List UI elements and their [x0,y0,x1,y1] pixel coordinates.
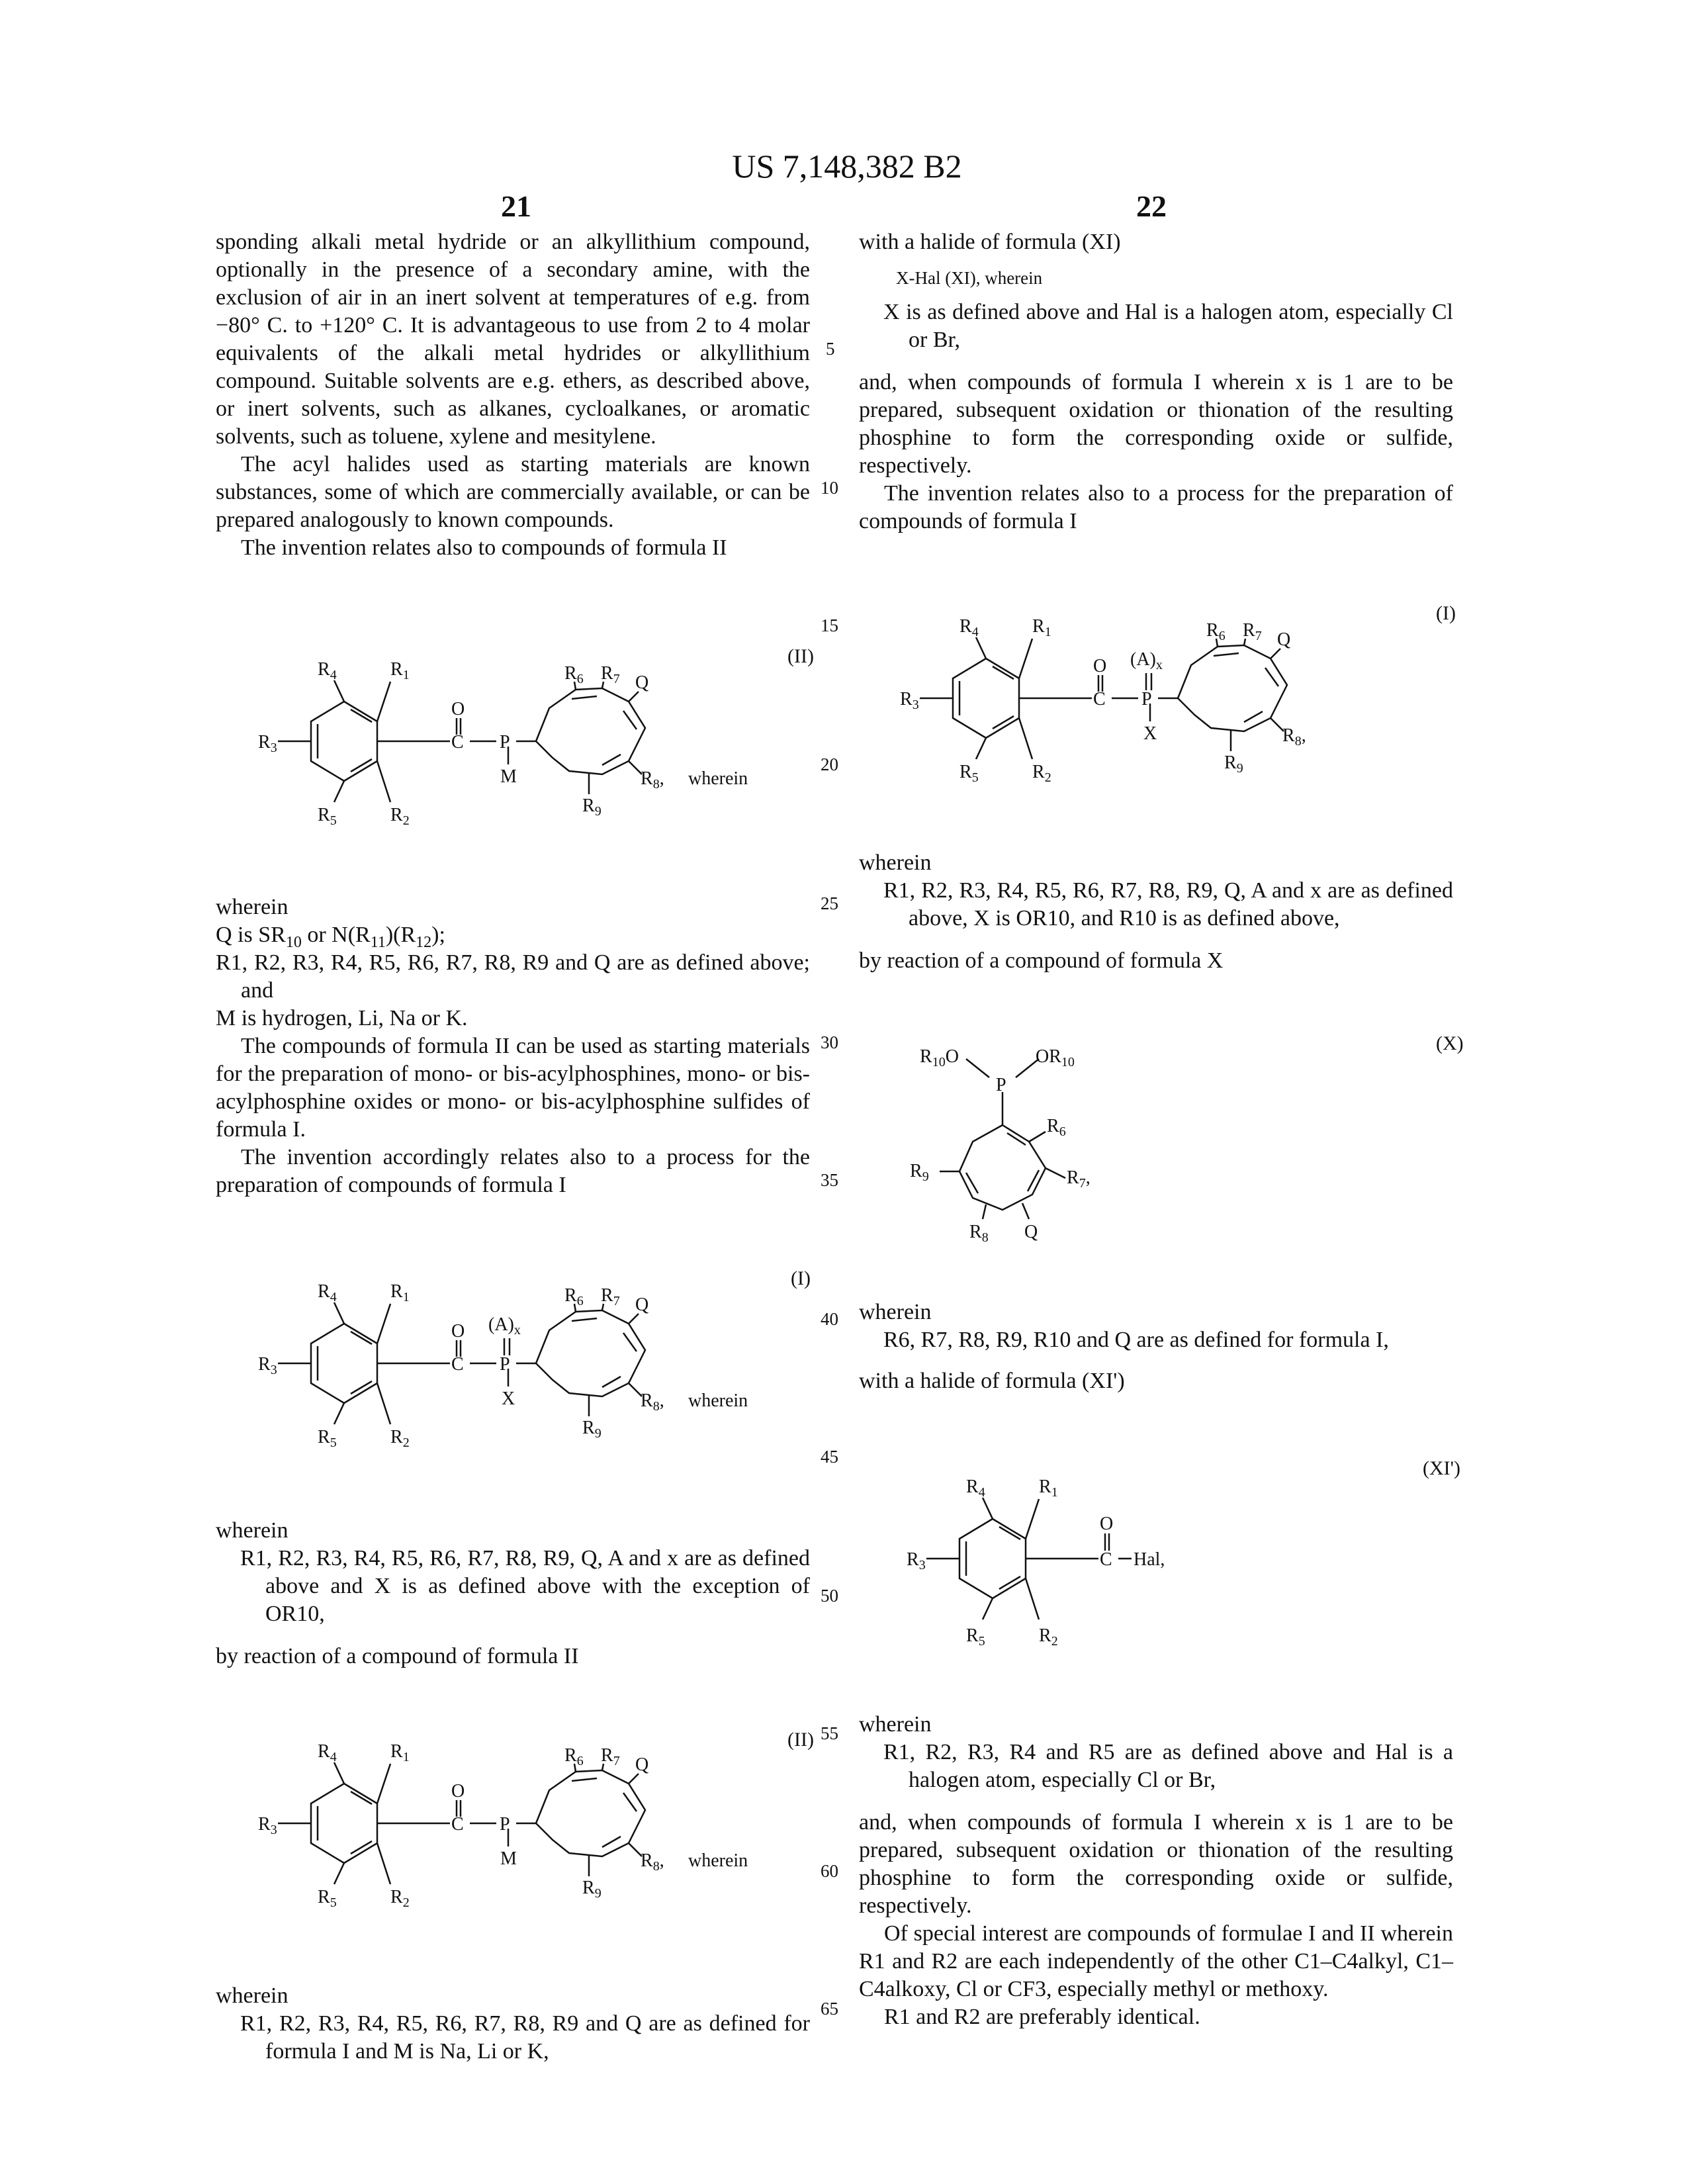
r-definition: R1, R2, R3, R4, R5, R6, R7, R8, R9 and Q are as defined above; and [216,949,810,1005]
line-number: 35 [821,1170,838,1191]
svg-text:R3: R3 [258,1354,277,1377]
x-definition: X is as defined above and Hal is a halogen atom, especially Cl or Br, [859,298,1453,354]
paragraph: The acyl halides used as starting materials are known substances, some of which are commercially available, or can be prepared analogously to known compounds. [216,451,810,534]
right-column-top [859,228,1453,535]
svg-text:R8,: R8, [641,1390,664,1414]
svg-text:X: X [502,1388,515,1409]
paragraph: The invention accordingly relates also to a process for the preparation of compounds of formula I [216,1144,810,1199]
svg-text:C: C [451,732,464,752]
paragraph: and, when compounds of formula I wherein x is 1 are to be prepared, subsequent oxidation or thionation of the resulting phosphine to form the corresponding oxide or sulfide, respectively. [859,1809,1453,1920]
svg-text:Q: Q [1024,1222,1038,1242]
formula-ii-structure [258,655,827,847]
svg-text:Q: Q [635,1295,648,1315]
formula-x-structure [907,1039,1158,1244]
svg-text:R4: R4 [318,1281,337,1304]
r-definition: R1, R2, R3, R4, R5, R6, R7, R8, R9, Q, A and x are as defined above and X is as defined above with the exception of OR10, [216,1545,810,1628]
hal-label: Hal, [1134,1549,1165,1570]
svg-text:C: C [1093,689,1106,709]
paragraph: sponding alkali metal hydride or an alkyllithium compound, optionally in the presence of a secondary amine, with the exclusion of air in an inert solvent at temperatures of e.g. from −80° C. to +120° C. It is advantageous to use from 2 to 4 molar equivalents of the alkali metal hydrides or alkyllithium compound. Suitable solvents are e.g. ethers, as described above, or inert solvents, such as alkanes, cycloalkanes, or aromatic solvents, such as toluene, xylene and mesitylene. [216,228,810,451]
page-number-right: 22 [1085,189,1218,224]
paragraph: by reaction of a compound of formula X [859,947,1453,975]
svg-text:R1: R1 [390,1741,410,1764]
svg-text:R8,: R8, [641,1850,664,1874]
wherein: wherein [216,893,810,921]
svg-text:X: X [1143,723,1157,744]
svg-text:R3: R3 [258,1814,277,1837]
svg-text:R7,: R7, [1067,1167,1091,1191]
svg-text:P: P [500,732,510,752]
r-definition: R1, R2, R3, R4 and R5 are as defined above and Hal is a halogen atom, especially Cl or Br, [859,1739,1453,1794]
svg-text:P: P [996,1075,1006,1095]
svg-text:(A)x: (A)x [1130,649,1163,672]
wherein: wherein [859,1298,1453,1326]
formula-label: (XI') [1423,1457,1460,1480]
svg-text:R8,: R8, [641,768,664,792]
svg-text:R1: R1 [390,659,410,682]
svg-text:R4: R4 [318,659,337,682]
svg-text:Q: Q [635,672,648,693]
svg-text:R10O: R10O [920,1046,959,1069]
line-number: 60 [821,1861,838,1882]
svg-text:R5: R5 [318,1887,337,1910]
q-definition: Q is SR10 or N(R11)(R12); [216,921,810,949]
line-number: 15 [821,615,838,636]
formula-ii-structure-repeat [258,1737,827,1929]
svg-text:R2: R2 [1032,762,1051,785]
svg-text:R2: R2 [390,1887,410,1910]
left-column-bottom [216,1982,810,2066]
r-definition: R6, R7, R8, R9, R10 and Q are as defined for formula I, [859,1326,1453,1354]
line-number: 55 [821,1723,838,1744]
paragraph: The compounds of formula II can be used as starting materials for the preparation of mono- or bis-acylphosphines, mono- or bis-acylphosphine oxides or mono- or bis-acylphosphine sulfides of formula I. [216,1032,810,1144]
page-number-left: 21 [450,189,582,224]
svg-text:(A)x: (A)x [488,1314,521,1338]
svg-text:R6: R6 [1047,1116,1066,1139]
svg-text:R3: R3 [907,1549,926,1572]
svg-text:R6: R6 [1206,620,1226,643]
svg-text:R7: R7 [601,1745,620,1768]
paragraph: and, when compounds of formula I wherein x is 1 are to be prepared, subsequent oxidation or thionation of the resulting phosphine to form the corresponding oxide or sulfide, respectively. [859,369,1453,480]
svg-text:P: P [500,1814,510,1835]
svg-text:R3: R3 [258,732,277,755]
svg-text:M: M [500,766,517,787]
paragraph: with a halide of formula (XI') [859,1367,1453,1395]
r-definition: R1, R2, R3, R4, R5, R6, R7, R8, R9, Q, A and x are as defined above, X is OR10, and R10 is as defined above, [859,877,1453,933]
svg-text:R8: R8 [969,1222,989,1244]
figure-wherein: wherein [688,768,748,789]
svg-text:R9: R9 [582,1878,602,1901]
svg-text:O: O [451,1321,465,1342]
svg-text:O: O [451,1781,465,1801]
svg-text:R4: R4 [959,616,979,639]
xi-formula: X-Hal (XI), wherein [896,264,1453,292]
svg-text:R2: R2 [390,805,410,828]
svg-text:R9: R9 [582,1418,602,1441]
svg-text:R9: R9 [582,796,602,819]
svg-text:R2: R2 [1039,1625,1058,1649]
formula-xi-prime-structure [907,1473,1224,1671]
svg-text:C: C [1100,1549,1112,1570]
right-column-lower [859,1298,1453,1395]
paragraph: by reaction of a compound of formula II [216,1643,810,1670]
svg-text:R4: R4 [966,1477,985,1500]
svg-text:R5: R5 [966,1625,985,1649]
svg-text:R7: R7 [601,1285,620,1308]
svg-text:R7: R7 [1243,620,1262,643]
svg-text:C: C [451,1354,464,1375]
svg-text:R2: R2 [390,1427,410,1450]
svg-text:O: O [1100,1514,1113,1534]
svg-text:R5: R5 [318,805,337,828]
formula-i-structure [258,1277,827,1469]
svg-text:R1: R1 [390,1281,410,1304]
svg-text:P: P [500,1354,510,1375]
line-number: 40 [821,1309,838,1330]
line-number: 25 [821,893,838,914]
svg-text:R6: R6 [564,1285,584,1308]
svg-text:R9: R9 [910,1161,929,1184]
wherein: wherein [859,1711,1453,1739]
line-number: 65 [821,1999,838,2019]
svg-text:O: O [1093,656,1106,676]
svg-text:M: M [500,1848,517,1869]
paragraph: with a halide of formula (XI) [859,228,1453,256]
left-column-top [216,228,810,562]
right-column-mid [859,849,1453,975]
svg-text:R1: R1 [1032,616,1051,639]
left-column-mid [216,893,810,1199]
line-number: 50 [821,1586,838,1606]
line-number: 30 [821,1032,838,1053]
svg-text:R8,: R8, [1282,725,1306,749]
svg-text:OR10: OR10 [1036,1046,1075,1069]
svg-text:R5: R5 [959,762,979,785]
wherein: wherein [216,1982,810,2010]
svg-text:R4: R4 [318,1741,337,1764]
line-number: 5 [826,339,835,359]
svg-text:R6: R6 [564,663,584,686]
svg-text:C: C [451,1814,464,1835]
svg-text:R9: R9 [1224,752,1243,776]
line-number: 10 [821,478,838,498]
patent-number: US 7,148,382 B2 [0,147,1694,185]
line-number: 45 [821,1447,838,1467]
svg-text:P: P [1141,689,1152,709]
formula-label: (I) [1436,602,1456,625]
figure-wherein: wherein [688,1850,748,1871]
svg-text:Q: Q [635,1754,648,1775]
m-definition: M is hydrogen, Li, Na or K. [216,1005,810,1032]
left-column-lower [216,1517,810,1670]
line-number: 20 [821,754,838,775]
svg-text:R7: R7 [601,663,620,686]
right-column-bottom [859,1711,1453,2031]
svg-text:Q: Q [1277,629,1290,650]
wherein: wherein [859,849,1453,877]
svg-text:O: O [451,699,465,719]
svg-text:R3: R3 [900,689,919,712]
formula-label: (X) [1436,1032,1464,1055]
wherein: wherein [216,1517,810,1545]
paragraph: R1 and R2 are preferably identical. [859,2003,1453,2031]
r-definition: R1, R2, R3, R4, R5, R6, R7, R8, R9 and Q are as defined for formula I and M is Na, Li or K, [216,2010,810,2066]
formula-label: (I) [791,1267,811,1290]
svg-text:R6: R6 [564,1745,584,1768]
paragraph: The invention relates also to a process for the preparation of compounds of formula I [859,480,1453,535]
formula-label: (II) [787,645,814,668]
paragraph: The invention relates also to compounds of formula II [216,534,810,562]
formula-i-structure-right [900,612,1390,804]
formula-label: (II) [787,1729,814,1751]
paragraph: Of special interest are compounds of formulae I and II wherein R1 and R2 are each independently of the other C1–C4alkyl, C1–C4alkoxy, Cl or CF3, especially methyl or methoxy. [859,1920,1453,2003]
svg-text:R1: R1 [1039,1477,1058,1500]
figure-wherein: wherein [688,1390,748,1411]
svg-text:R5: R5 [318,1427,337,1450]
